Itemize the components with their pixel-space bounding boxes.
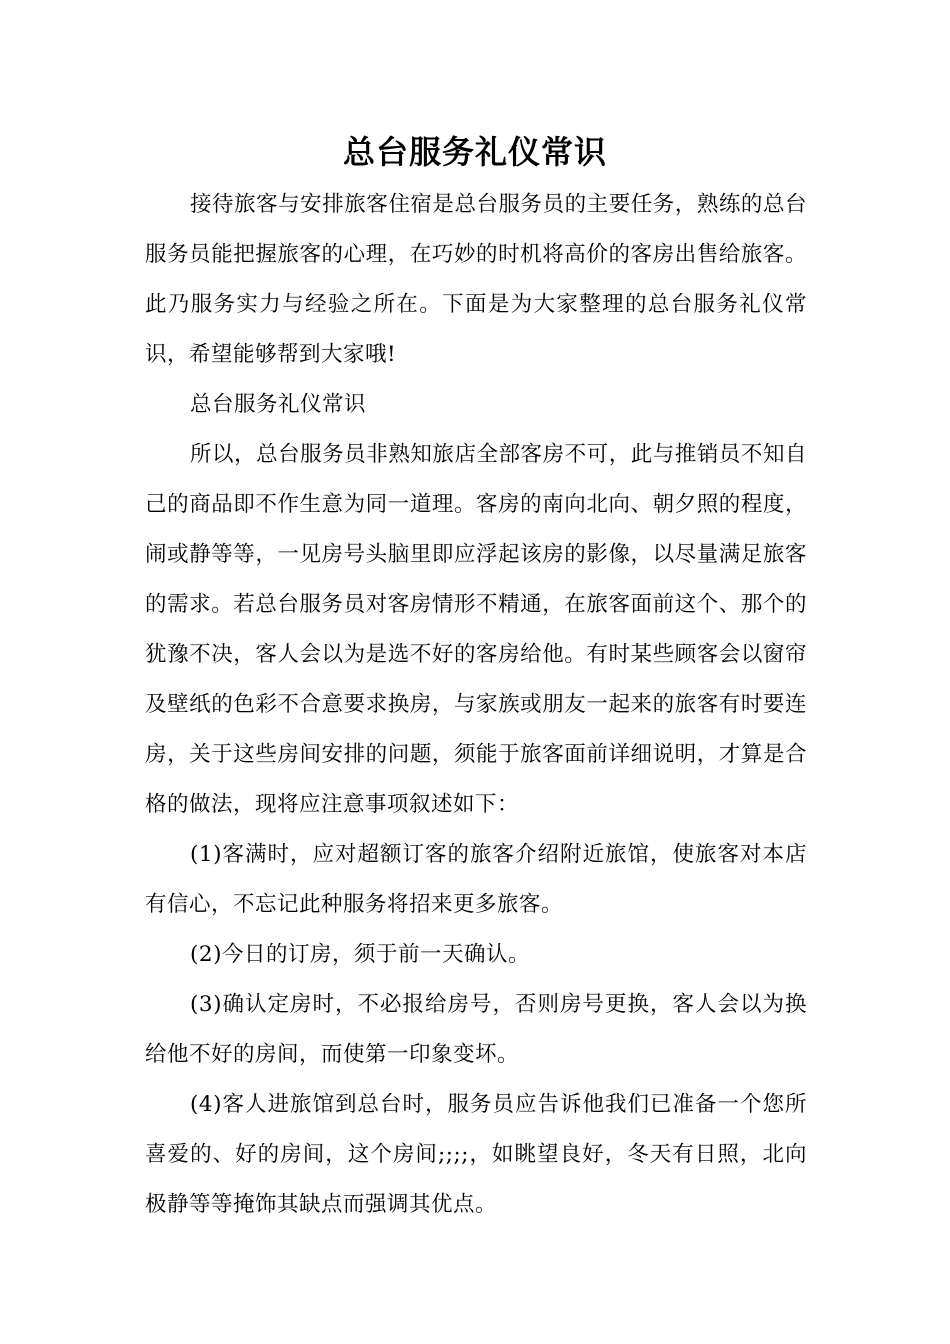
list-item-4: (4)客人进旅馆到总台时，服务员应告诉他我们已准备一个您所喜爱的、好的房间，这个房间;;;;，如眺望良好，冬天有日照，北向极静等等掩饰其缺点而强调其优点。: [145, 1092, 807, 1217]
document-body: [145, 180, 807, 1230]
list-item-2: (2)今日的订房，须于前一天确认。: [190, 942, 530, 967]
document-title: 总台服务礼仪常识: [342, 133, 607, 171]
body-paragraph: 所以，总台服务员非熟知旅店全部客房不可，此与推销员不知自己的商品即不作生意为同一道理。客房的南向北向、朝夕照的程度，闹或静等等，一见房号头脑里即应浮起该房的影像，以尽量满足旅客的需求。若总台服务员对客房情形不精通，在旅客面前这个、那个的犹豫不决，客人会以为是选不好的客房给他。有时某些顾客会以窗帘及壁纸的色彩不合意要求换房，与家族或朋友一起来的旅客有时要连房，关于这些房间安排的问题，须能于旅客面前详细说明，才算是合格的做法，现将应注意事项叙述如下：: [145, 442, 807, 817]
list-item-1: (1)客满时，应对超额订客的旅客介绍附近旅馆，使旅客对本店有信心，不忘记此种服务将招来更多旅客。: [145, 842, 807, 917]
section-heading: 总台服务礼仪常识: [190, 392, 367, 417]
intro-paragraph: 接待旅客与安排旅客住宿是总台服务员的主要任务，熟练的总台服务员能把握旅客的心理，在巧妙的时机将高价的客房出售给旅客。此乃服务实力与经验之所在。下面是为大家整理的总台服务礼仪常识，希望能够帮到大家哦!: [145, 192, 807, 367]
list-item-3: (3)确认定房时，不必报给房号，否则房号更换，客人会以为换给他不好的房间，而使第一印象变坏。: [145, 992, 807, 1067]
